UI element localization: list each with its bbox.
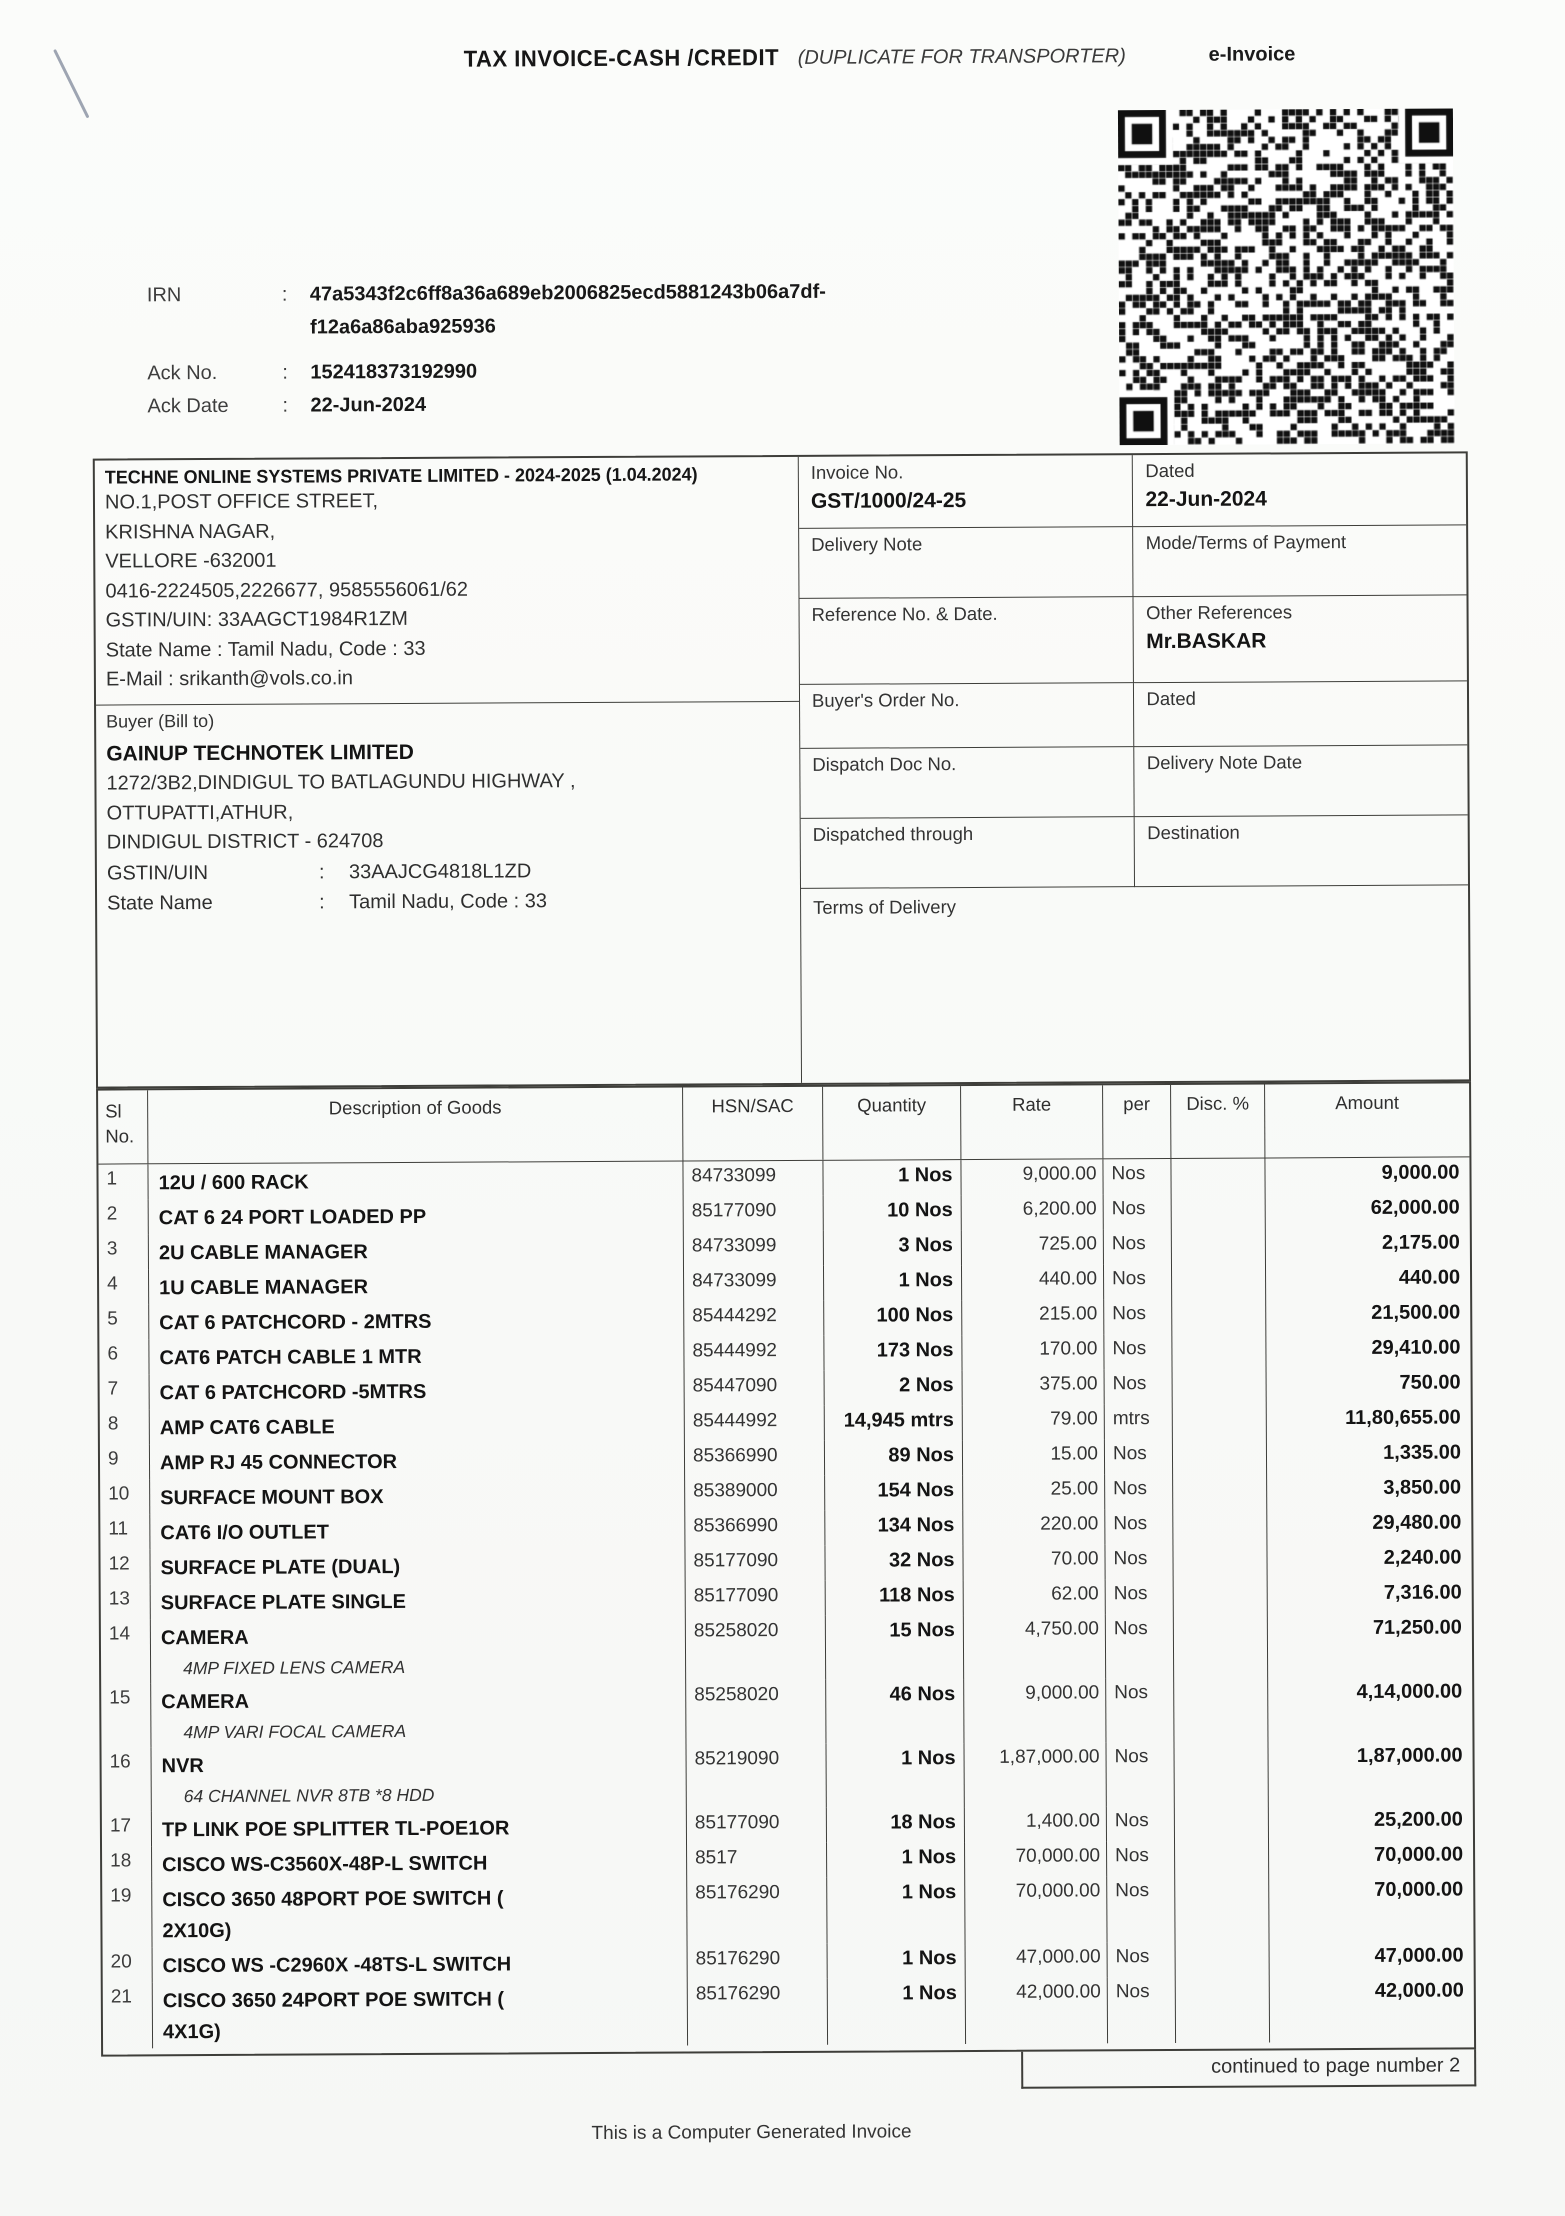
item-description-cell bbox=[149, 1267, 684, 1305]
meta-cell bbox=[799, 455, 1133, 529]
irn-value-line1: 47a5343f2c6ff8a36a689eb2006825ecd5881243b06a7df- bbox=[309, 280, 826, 306]
item-hsn: 84733099 bbox=[684, 1231, 824, 1267]
item-rate: 9,000.00 bbox=[964, 1678, 1106, 1743]
item-disc bbox=[1173, 1508, 1267, 1543]
item-rate: 6,200.00 bbox=[962, 1194, 1104, 1230]
item-per: Nos bbox=[1105, 1369, 1173, 1404]
item-description-cell bbox=[153, 1980, 688, 2049]
item-quantity: 3 Nos bbox=[824, 1230, 962, 1266]
item-description: AMP RJ 45 CONNECTOR bbox=[159, 1451, 398, 1475]
items-table-body bbox=[98, 1157, 1474, 2054]
item-rate: 79.00 bbox=[963, 1404, 1105, 1440]
item-description-cell bbox=[149, 1337, 684, 1375]
item-description: SURFACE MOUNT BOX bbox=[160, 1486, 384, 1510]
item-disc bbox=[1172, 1193, 1266, 1228]
item-per: Nos bbox=[1106, 1678, 1174, 1742]
item-quantity: 154 Nos bbox=[825, 1475, 963, 1511]
meta-row bbox=[799, 453, 1466, 528]
item-rate: 70,000.00 bbox=[965, 1876, 1107, 1943]
item-quantity: 100 Nos bbox=[824, 1300, 962, 1336]
buyer-gstin-row bbox=[107, 854, 790, 888]
item-description-cell bbox=[150, 1477, 685, 1515]
item-per: Nos bbox=[1106, 1614, 1174, 1678]
irn-block bbox=[147, 276, 827, 424]
item-hsn: 85177090 bbox=[687, 1808, 827, 1844]
item-hsn: 85444992 bbox=[684, 1336, 824, 1372]
buyer-state-label: State Name bbox=[107, 891, 213, 915]
meta-row bbox=[801, 815, 1468, 888]
item-sl: 18 bbox=[102, 1846, 152, 1881]
item-amount: 21,500.00 bbox=[1371, 1301, 1461, 1324]
buyer-state-value: Tamil Nadu, Code : 33 bbox=[349, 889, 548, 913]
item-description-cell bbox=[149, 1232, 684, 1270]
item-per: Nos bbox=[1105, 1544, 1173, 1579]
item-sl: 21 bbox=[103, 1982, 153, 2048]
col-header-description: Description of Goods bbox=[148, 1088, 683, 1164]
seller-address-line: 0416-2224505,2226677, 9585556061/62 bbox=[105, 578, 469, 603]
item-disc bbox=[1172, 1298, 1266, 1333]
item-quantity: 10 Nos bbox=[824, 1195, 962, 1231]
item-hsn: 85389000 bbox=[685, 1476, 825, 1512]
meta-value: GST/1000/24-25 bbox=[810, 489, 967, 513]
item-sl: 3 bbox=[99, 1234, 149, 1269]
item-quantity: 1 Nos bbox=[828, 1978, 966, 2045]
seller-address-line: KRISHNA NAGAR, bbox=[105, 520, 276, 544]
item-description: CAMERA bbox=[160, 1626, 249, 1650]
buyer-section bbox=[96, 702, 801, 1087]
item-quantity: 14,945 mtrs bbox=[825, 1405, 963, 1441]
item-quantity: 1 Nos bbox=[826, 1743, 964, 1808]
item-description: CAT 6 PATCHCORD -5MTRS bbox=[159, 1380, 427, 1405]
item-disc bbox=[1175, 1840, 1269, 1875]
item-amount: 4,14,000.00 bbox=[1356, 1680, 1463, 1704]
item-disc bbox=[1174, 1677, 1268, 1741]
item-rate: 375.00 bbox=[963, 1369, 1105, 1405]
item-disc bbox=[1173, 1403, 1267, 1438]
table-row bbox=[101, 1612, 1472, 1683]
item-rate: 47,000.00 bbox=[966, 1942, 1108, 1978]
item-quantity: 32 Nos bbox=[825, 1545, 963, 1581]
item-sl: 9 bbox=[100, 1444, 150, 1479]
meta-label: Delivery Note bbox=[811, 533, 923, 555]
item-per: Nos bbox=[1105, 1474, 1173, 1509]
item-disc bbox=[1173, 1368, 1267, 1403]
buyer-gstin-colon: : bbox=[318, 860, 325, 883]
item-hsn: 85176290 bbox=[687, 1878, 827, 1945]
col-header-disc: Disc. % bbox=[1171, 1084, 1265, 1157]
item-description-cell bbox=[149, 1197, 684, 1235]
item-quantity: 89 Nos bbox=[825, 1440, 963, 1476]
item-description-cell bbox=[150, 1512, 685, 1550]
continued-note: continued to page number 2 bbox=[1021, 2049, 1476, 2088]
item-description-cell bbox=[150, 1407, 685, 1445]
item-amount: 440.00 bbox=[1398, 1266, 1461, 1289]
item-quantity: 2 Nos bbox=[825, 1370, 963, 1406]
item-sl: 14 bbox=[101, 1619, 151, 1683]
item-amount: 47,000.00 bbox=[1374, 1944, 1464, 1967]
item-hsn: 85176290 bbox=[688, 1944, 828, 1980]
ack-date-value: 22-Jun-2024 bbox=[310, 393, 427, 417]
ack-no-value: 152418373192990 bbox=[310, 360, 478, 384]
item-amount: 29,480.00 bbox=[1372, 1511, 1462, 1534]
item-quantity: 1 Nos bbox=[824, 1265, 962, 1301]
item-rate: 220.00 bbox=[963, 1509, 1105, 1545]
item-sl: 2 bbox=[99, 1199, 149, 1234]
item-amount: 3,850.00 bbox=[1383, 1476, 1462, 1499]
item-description-cell bbox=[151, 1617, 686, 1684]
item-disc bbox=[1174, 1741, 1268, 1805]
item-per: Nos bbox=[1106, 1742, 1174, 1806]
item-description-cell bbox=[150, 1547, 685, 1585]
meta-value: 22-Jun-2024 bbox=[1145, 487, 1267, 512]
item-hsn: 85447090 bbox=[685, 1371, 825, 1407]
meta-label: Destination bbox=[1147, 821, 1240, 844]
item-sl: 13 bbox=[101, 1584, 151, 1619]
item-hsn: 8517 bbox=[687, 1843, 827, 1879]
item-per: Nos bbox=[1106, 1579, 1174, 1614]
item-description-cell bbox=[152, 1844, 687, 1882]
item-hsn: 85444292 bbox=[684, 1301, 824, 1337]
item-disc bbox=[1172, 1333, 1266, 1368]
invoice-info-box bbox=[93, 451, 1471, 1088]
item-description-cell bbox=[148, 1162, 683, 1200]
item-sl: 5 bbox=[99, 1304, 149, 1339]
item-per: Nos bbox=[1104, 1229, 1172, 1264]
qr-code bbox=[1118, 108, 1455, 445]
buyer-address-line: OTTUPATTI,ATHUR, bbox=[106, 801, 294, 825]
item-hsn: 84733099 bbox=[683, 1161, 823, 1197]
item-per: Nos bbox=[1105, 1509, 1173, 1544]
item-quantity: 134 Nos bbox=[825, 1510, 963, 1546]
irn-value-line2: f12a6a86aba925936 bbox=[310, 315, 496, 339]
item-amount: 9,000.00 bbox=[1381, 1161, 1460, 1184]
ack-date-colon: : bbox=[282, 394, 289, 417]
item-disc bbox=[1172, 1263, 1266, 1298]
item-description: 12U / 600 RACK bbox=[158, 1171, 309, 1195]
item-per: Nos bbox=[1104, 1299, 1172, 1334]
meta-label: Dated bbox=[1145, 459, 1195, 482]
parties-pane bbox=[95, 457, 801, 1087]
item-quantity: 173 Nos bbox=[824, 1335, 962, 1371]
item-amount: 2,240.00 bbox=[1383, 1546, 1462, 1569]
item-sl: 12 bbox=[100, 1549, 150, 1584]
item-disc bbox=[1175, 1875, 1269, 1941]
meta-cell bbox=[1133, 681, 1467, 747]
item-hsn: 85177090 bbox=[684, 1196, 824, 1232]
item-description-cont: 2X10G) bbox=[162, 1919, 232, 1943]
item-rate: 70,000.00 bbox=[965, 1841, 1107, 1877]
col-header-sl bbox=[98, 1090, 148, 1163]
col-header-amount: Amount bbox=[1335, 1091, 1400, 1114]
item-per: Nos bbox=[1104, 1264, 1172, 1299]
table-row bbox=[101, 1740, 1472, 1811]
item-amount: 2,175.00 bbox=[1381, 1231, 1460, 1254]
item-per: Nos bbox=[1108, 1942, 1176, 1977]
col-header-per: per bbox=[1103, 1085, 1171, 1158]
terms-of-delivery-cell: Terms of Delivery bbox=[813, 896, 957, 918]
seller-address-line: GSTIN/UIN: 33AAGCT1984R1ZM bbox=[105, 607, 408, 632]
seller-address bbox=[105, 485, 789, 695]
meta-label: Reference No. & Date. bbox=[811, 602, 998, 625]
col-header-sl-line2: No. bbox=[105, 1125, 135, 1147]
ack-date-row bbox=[147, 387, 826, 424]
item-rate: 1,400.00 bbox=[965, 1806, 1107, 1842]
generated-note: This is a Computer Generated Invoice bbox=[591, 2121, 912, 2145]
item-disc bbox=[1176, 1941, 1270, 1976]
item-description-cell bbox=[152, 1879, 687, 1948]
item-rate: 1,87,000.00 bbox=[964, 1742, 1106, 1807]
buyer-address bbox=[106, 766, 789, 858]
item-rate: 62.00 bbox=[964, 1579, 1106, 1615]
meta-cell bbox=[800, 747, 1134, 819]
item-per: Nos bbox=[1107, 1806, 1175, 1841]
item-description: CAT6 PATCH CABLE 1 MTR bbox=[159, 1345, 422, 1370]
item-hsn: 84733099 bbox=[684, 1266, 824, 1302]
item-sl: 7 bbox=[100, 1374, 150, 1409]
meta-label: Dated bbox=[1146, 687, 1196, 710]
col-header-hsn: HSN/SAC bbox=[683, 1087, 823, 1161]
item-rate: 42,000.00 bbox=[966, 1977, 1108, 2044]
item-per: Nos bbox=[1107, 1876, 1175, 1942]
item-description: CAT6 I/O OUTLET bbox=[160, 1521, 329, 1545]
item-description-cell bbox=[151, 1745, 686, 1812]
item-quantity: 15 Nos bbox=[826, 1615, 964, 1680]
meta-label: Other References bbox=[1145, 601, 1293, 624]
item-description-cont: 4X1G) bbox=[162, 2020, 221, 2044]
seller-name: TECHNE ONLINE SYSTEMS PRIVATE LIMITED - 2024-2025 (1.04.2024) bbox=[104, 463, 698, 488]
meta-label: Invoice No. bbox=[810, 461, 904, 483]
buyer-state-colon: : bbox=[319, 890, 325, 913]
item-description: CISCO WS-C3560X-48P-L SWITCH bbox=[162, 1852, 488, 1877]
item-disc bbox=[1173, 1543, 1267, 1578]
item-amount: 25,200.00 bbox=[1373, 1808, 1463, 1831]
item-hsn: 85366990 bbox=[685, 1441, 825, 1477]
item-description: CAT 6 PATCHCORD - 2MTRS bbox=[159, 1310, 432, 1335]
item-hsn: 85177090 bbox=[686, 1581, 826, 1617]
meta-cell bbox=[1134, 815, 1468, 887]
item-per: Nos bbox=[1107, 1841, 1175, 1876]
items-table bbox=[96, 1081, 1476, 2056]
meta-cell bbox=[1134, 745, 1468, 817]
item-amount: 62,000.00 bbox=[1370, 1196, 1460, 1219]
item-per: Nos bbox=[1104, 1334, 1172, 1369]
buyer-address-line: DINDIGUL DISTRICT - 624708 bbox=[106, 830, 384, 854]
invoice-meta-grid bbox=[799, 453, 1468, 888]
item-description: SURFACE PLATE SINGLE bbox=[160, 1590, 407, 1615]
ack-no-label: Ack No. bbox=[147, 361, 218, 385]
item-sl: 15 bbox=[101, 1683, 151, 1747]
item-hsn: 85258020 bbox=[686, 1680, 826, 1745]
items-table-header bbox=[98, 1083, 1469, 1164]
item-amount: 1,335.00 bbox=[1383, 1441, 1462, 1464]
item-sl: 17 bbox=[102, 1811, 152, 1846]
item-description-cell bbox=[150, 1372, 685, 1410]
item-rate: 440.00 bbox=[962, 1264, 1104, 1300]
item-rate: 15.00 bbox=[963, 1439, 1105, 1475]
irn-row bbox=[147, 276, 826, 313]
item-description: CISCO 3650 24PORT POE SWITCH ( bbox=[162, 1988, 505, 2013]
buyer-gstin-label: GSTIN/UIN bbox=[106, 861, 209, 885]
buyer-name: GAINUP TECHNOTEK LIMITED bbox=[106, 740, 414, 766]
meta-row bbox=[799, 595, 1466, 684]
buyer-gstin-value: 33AAJCG4818L1ZD bbox=[348, 859, 532, 883]
irn-label: IRN bbox=[146, 284, 182, 307]
document-title: TAX INVOICE-CASH /CREDIT bbox=[463, 44, 780, 72]
ack-date-label: Ack Date bbox=[147, 394, 229, 418]
item-disc bbox=[1174, 1613, 1268, 1677]
item-sub-description: 4MP FIXED LENS CAMERA bbox=[183, 1656, 406, 1679]
meta-label: Dispatch Doc No. bbox=[812, 753, 957, 775]
meta-cell bbox=[801, 817, 1135, 889]
item-amount: 1,87,000.00 bbox=[1356, 1744, 1463, 1768]
col-header-quantity: Quantity bbox=[823, 1086, 961, 1160]
pen-mark bbox=[53, 49, 89, 118]
item-hsn: 85444992 bbox=[685, 1406, 825, 1442]
meta-label: Dispatched through bbox=[812, 823, 974, 845]
item-sl: 8 bbox=[100, 1409, 150, 1444]
seller-address-line: VELLORE -632001 bbox=[105, 549, 277, 573]
item-amount: 7,316.00 bbox=[1383, 1581, 1462, 1604]
seller-address-line: NO.1,POST OFFICE STREET, bbox=[104, 490, 379, 514]
item-disc bbox=[1173, 1473, 1267, 1508]
item-rate: 170.00 bbox=[962, 1334, 1104, 1370]
item-hsn: 85176290 bbox=[688, 1979, 828, 2046]
item-sub-description: 64 CHANNEL NVR 8TB *8 HDD bbox=[183, 1784, 435, 1807]
item-hsn: 85177090 bbox=[685, 1546, 825, 1582]
item-disc bbox=[1171, 1158, 1265, 1193]
item-quantity: 18 Nos bbox=[827, 1807, 965, 1843]
item-quantity: 1 Nos bbox=[828, 1943, 966, 1979]
item-description-cell bbox=[150, 1442, 685, 1480]
item-disc bbox=[1174, 1578, 1268, 1613]
items-section bbox=[96, 1081, 1476, 2093]
meta-cell bbox=[800, 683, 1134, 749]
item-per: Nos bbox=[1108, 1977, 1176, 2043]
item-disc bbox=[1173, 1438, 1267, 1473]
item-amount: 29,410.00 bbox=[1371, 1336, 1461, 1359]
item-hsn: 85366990 bbox=[685, 1511, 825, 1547]
table-row bbox=[103, 1975, 1474, 2048]
document-subtitle: (DUPLICATE FOR TRANSPORTER) bbox=[797, 45, 1126, 69]
item-description-cell bbox=[152, 1809, 687, 1847]
meta-label: Delivery Note Date bbox=[1146, 751, 1303, 774]
item-rate: 725.00 bbox=[962, 1229, 1104, 1265]
item-rate: 9,000.00 bbox=[961, 1159, 1103, 1195]
ack-no-colon: : bbox=[282, 361, 288, 384]
item-amount: 70,000.00 bbox=[1374, 1843, 1464, 1866]
item-description-cell bbox=[153, 1945, 688, 1983]
invoice-meta-pane bbox=[798, 453, 1469, 1082]
einvoice-label: e-Invoice bbox=[1208, 43, 1296, 66]
item-rate: 25.00 bbox=[963, 1474, 1105, 1510]
item-description: CISCO WS -C2960X -48TS-L SWITCH bbox=[162, 1953, 512, 1978]
item-rate: 4,750.00 bbox=[964, 1614, 1106, 1679]
meta-cell bbox=[799, 597, 1133, 685]
buyer-address-line: 1272/3B2,DINDIGUL TO BATLAGUNDU HIGHWAY , bbox=[106, 770, 576, 795]
seller-address-line: E-Mail : srikanth@vols.co.in bbox=[105, 667, 354, 691]
item-amount: 11,80,655.00 bbox=[1345, 1406, 1461, 1430]
item-sl: 10 bbox=[100, 1479, 150, 1514]
table-row bbox=[101, 1676, 1472, 1747]
item-sub-description: 4MP VARI FOCAL CAMERA bbox=[183, 1720, 407, 1743]
meta-cell bbox=[1133, 525, 1467, 597]
item-sl: 4 bbox=[99, 1269, 149, 1304]
item-per: mtrs bbox=[1105, 1404, 1173, 1439]
item-description: NVR bbox=[161, 1755, 204, 1778]
seller-section bbox=[95, 457, 799, 706]
item-sl: 1 bbox=[98, 1164, 148, 1199]
item-per: Nos bbox=[1105, 1439, 1173, 1474]
item-description: 1U CABLE MANAGER bbox=[159, 1276, 369, 1300]
item-amount: 70,000.00 bbox=[1374, 1878, 1464, 1901]
meta-label: Mode/Terms of Payment bbox=[1145, 531, 1347, 554]
meta-row bbox=[800, 681, 1467, 748]
meta-label: Buyer's Order No. bbox=[811, 689, 960, 711]
item-disc bbox=[1172, 1228, 1266, 1263]
item-sl: 11 bbox=[100, 1514, 150, 1549]
item-quantity: 1 Nos bbox=[827, 1842, 965, 1878]
item-description: AMP CAT6 CABLE bbox=[159, 1416, 335, 1440]
item-disc bbox=[1175, 1805, 1269, 1840]
item-hsn: 85258020 bbox=[686, 1616, 826, 1681]
item-description-cell bbox=[151, 1681, 686, 1748]
meta-cell bbox=[1132, 453, 1466, 527]
col-header-sl-line1: Sl bbox=[105, 1100, 122, 1122]
item-amount: 750.00 bbox=[1399, 1371, 1461, 1394]
item-sl: 6 bbox=[99, 1339, 149, 1374]
col-header-rate: Rate bbox=[961, 1085, 1103, 1159]
item-description: CISCO 3650 48PORT POE SWITCH ( bbox=[162, 1887, 504, 1912]
item-description: 2U CABLE MANAGER bbox=[158, 1241, 368, 1265]
continued-row bbox=[101, 2049, 1476, 2093]
item-sl: 19 bbox=[102, 1881, 152, 1947]
ack-no-row bbox=[147, 354, 826, 391]
item-per: Nos bbox=[1103, 1159, 1171, 1194]
item-description: SURFACE PLATE (DUAL) bbox=[160, 1556, 401, 1580]
item-description-cell bbox=[149, 1302, 684, 1340]
item-amount: 71,250.00 bbox=[1372, 1616, 1462, 1639]
buyer-section-label: Buyer (Bill to) bbox=[106, 710, 215, 732]
item-quantity: 1 Nos bbox=[823, 1160, 961, 1196]
item-per: Nos bbox=[1104, 1194, 1172, 1229]
buyer-state-row bbox=[107, 884, 790, 918]
meta-row bbox=[800, 745, 1467, 818]
seller-address-line: State Name : Tamil Nadu, Code : 33 bbox=[105, 637, 426, 662]
item-sl: 16 bbox=[101, 1747, 151, 1811]
meta-row bbox=[799, 525, 1466, 598]
item-description-cell bbox=[151, 1582, 686, 1620]
item-description: CAMERA bbox=[161, 1690, 250, 1714]
meta-cell bbox=[1133, 595, 1467, 683]
item-amount: 42,000.00 bbox=[1374, 1979, 1464, 2002]
table-row bbox=[102, 1874, 1473, 1947]
item-sl: 20 bbox=[103, 1947, 153, 1982]
item-description: CAT 6 24 PORT LOADED PP bbox=[158, 1205, 427, 1230]
item-hsn: 85219090 bbox=[686, 1744, 826, 1809]
item-quantity: 1 Nos bbox=[827, 1877, 965, 1944]
item-disc bbox=[1176, 1976, 1270, 2042]
item-rate: 215.00 bbox=[962, 1299, 1104, 1335]
meta-value: Mr.BASKAR bbox=[1146, 629, 1267, 654]
item-quantity: 118 Nos bbox=[826, 1580, 964, 1616]
meta-cell bbox=[799, 527, 1133, 599]
irn-colon: : bbox=[281, 283, 288, 306]
item-rate: 70.00 bbox=[963, 1544, 1105, 1580]
item-description: TP LINK POE SPLITTER TL-POE1OR bbox=[161, 1817, 510, 1842]
item-quantity: 46 Nos bbox=[826, 1679, 964, 1744]
